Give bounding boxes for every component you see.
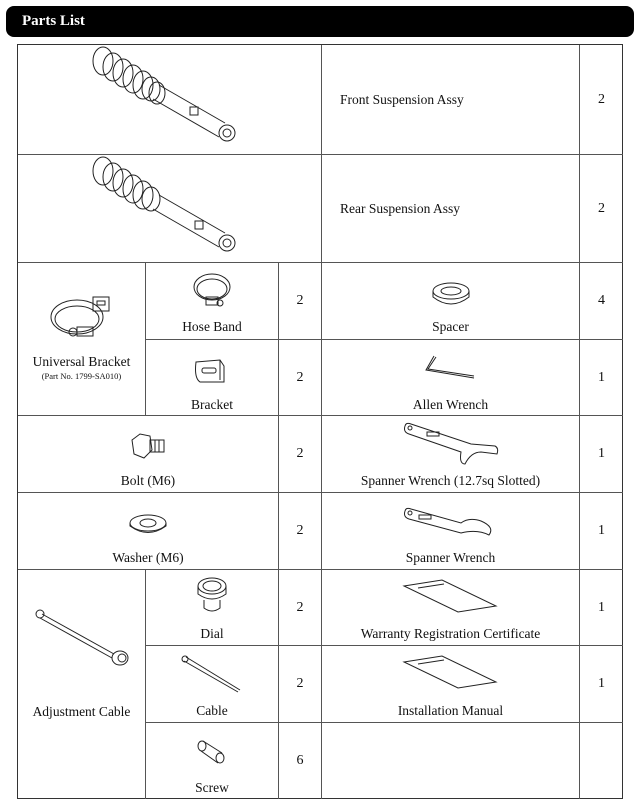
bracket-qty: 2 <box>296 369 304 385</box>
warranty-cell <box>322 570 580 646</box>
spanner-slotted-cell <box>322 416 580 493</box>
hose-band-cell <box>146 263 279 340</box>
dial-qty-cell <box>279 570 322 646</box>
bracket-qty-cell <box>279 340 322 416</box>
rear-suspension-qty-cell <box>580 155 623 263</box>
certificate-icon <box>402 578 500 616</box>
cable-cell <box>146 646 279 723</box>
bolt-qty-cell <box>279 416 322 493</box>
allen-wrench-icon <box>424 354 478 380</box>
universal-bracket-icon <box>47 287 117 343</box>
allen-wrench-cell <box>322 340 580 416</box>
parts-list-header <box>6 6 634 37</box>
spanner-slotted-name: Spanner Wrench (12.7sq Slotted) <box>360 473 541 488</box>
manual-icon <box>402 654 500 692</box>
front-suspension-qty-cell <box>580 45 623 155</box>
spanner-name: Spanner Wrench <box>405 550 496 565</box>
spanner-wrench-slotted-icon <box>401 422 501 466</box>
manual-qty: 1 <box>598 676 605 691</box>
allen-wrench-qty: 1 <box>598 369 605 385</box>
washer-qty: 2 <box>296 523 304 538</box>
cable-icon <box>180 654 244 694</box>
empty-qty-cell <box>580 723 623 799</box>
rear-suspension-icon <box>85 155 255 261</box>
dial-cell <box>146 570 279 646</box>
manual-cell <box>322 646 580 723</box>
universal-bracket-name: Universal Bracket <box>32 354 131 369</box>
bolt-cell <box>18 416 279 493</box>
universal-bracket-part-no: (Part No. 1799-SA010) <box>41 371 122 381</box>
adjustment-cable-icon <box>34 608 130 668</box>
cable-qty-cell <box>279 646 322 723</box>
hose-band-qty-cell <box>279 263 322 340</box>
front-suspension-qty: 2 <box>598 91 605 107</box>
screw-cell <box>146 723 279 799</box>
washer-name: Washer (M6) <box>112 550 184 565</box>
front-suspension-name: Front Suspension Assy <box>340 91 464 107</box>
manual-name: Installation Manual <box>397 703 504 718</box>
spanner-slotted-qty: 1 <box>598 446 605 461</box>
bolt-name: Bolt (M6) <box>120 473 176 488</box>
washer-cell <box>18 493 279 570</box>
washer-qty-cell <box>279 493 322 570</box>
spanner-qty-cell <box>580 493 623 570</box>
bracket-icon <box>192 356 232 386</box>
rear-suspension-name: Rear Suspension Assy <box>340 200 461 216</box>
manual-qty-cell <box>580 646 623 723</box>
universal-bracket-cell <box>18 263 146 416</box>
spanner-wrench-icon <box>401 507 501 539</box>
adjustment-cable-cell <box>18 570 146 799</box>
allen-wrench-name: Allen Wrench <box>412 397 489 412</box>
rear-suspension-name-cell <box>322 155 580 263</box>
cable-name: Cable <box>196 703 228 718</box>
hose-band-icon <box>190 271 234 311</box>
bracket-name: Bracket <box>191 397 233 412</box>
screw-qty: 6 <box>296 753 304 768</box>
allen-wrench-qty-cell <box>580 340 623 416</box>
page-title: Parts List <box>22 13 85 29</box>
cable-qty: 2 <box>296 676 304 691</box>
warranty-name: Warranty Registration Certificate <box>360 626 541 641</box>
adjustment-cable-name: Adjustment Cable <box>32 704 131 719</box>
washer-icon <box>128 513 168 537</box>
screw-qty-cell <box>279 723 322 799</box>
screw-name: Screw <box>195 780 229 795</box>
front-suspension-name-cell <box>322 45 580 155</box>
dial-name: Dial <box>200 626 224 641</box>
front-suspension-icon <box>85 45 255 153</box>
hose-band-qty: 2 <box>296 293 304 308</box>
spacer-cell <box>322 263 580 340</box>
dial-qty: 2 <box>296 599 304 615</box>
spanner-slotted-qty-cell <box>580 416 623 493</box>
bracket-cell <box>146 340 279 416</box>
bolt-icon <box>128 432 168 462</box>
rear-suspension-qty: 2 <box>598 200 605 216</box>
front-suspension-image-cell <box>18 45 322 155</box>
warranty-qty-cell <box>580 570 623 646</box>
spacer-qty: 4 <box>598 293 605 308</box>
spanner-cell <box>322 493 580 570</box>
spacer-qty-cell <box>580 263 623 340</box>
rear-suspension-image-cell <box>18 155 322 263</box>
spacer-name: Spacer <box>432 319 469 334</box>
warranty-qty: 1 <box>598 599 605 615</box>
parts-table <box>17 44 623 799</box>
spanner-qty: 1 <box>598 523 605 538</box>
dial-icon <box>194 576 230 616</box>
spacer-icon <box>431 281 471 307</box>
hose-band-name: Hose Band <box>182 319 242 334</box>
empty-cell <box>322 723 580 799</box>
screw-icon <box>196 739 228 765</box>
bolt-qty: 2 <box>296 446 304 461</box>
